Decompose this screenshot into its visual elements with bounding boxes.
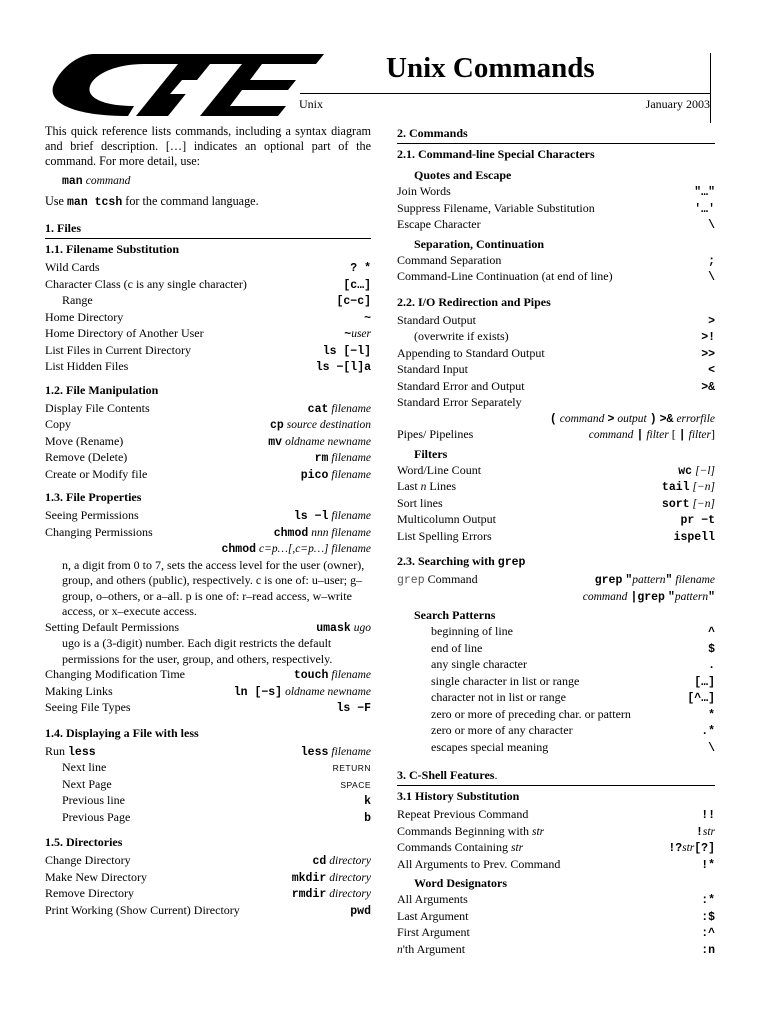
cae-logo <box>24 50 330 122</box>
list-item: Changing Permissions chmod nnn filename <box>45 524 371 540</box>
list-item: List Hidden Files ls −[l]a <box>45 359 371 374</box>
list-item: Sort lines sort [−n] <box>397 495 715 511</box>
list-item: All Arguments :* <box>397 892 715 907</box>
list-item: beginning of line ^ <box>431 624 715 639</box>
list-item: Print Working (Show Current) Directory pwd <box>45 902 371 918</box>
list-item: Pipes/ Pipelines command | filter [ | filter] <box>397 427 715 442</box>
subsection-directories: 1.5. Directories <box>45 835 123 849</box>
list-item: Remove Directory rmdir directory <box>45 886 371 901</box>
list-item: Move (Rename) mv oldname newname <box>45 433 371 449</box>
list-item: All Arguments to Prev. Command !* <box>397 856 715 872</box>
list-item: Range [c−c] <box>62 293 371 308</box>
list-item: zero or more of any character .* <box>431 723 715 738</box>
right-column <box>397 124 715 958</box>
list-item: Next Page SPACE <box>62 776 371 791</box>
list-item: single character in list or range […] <box>431 673 715 689</box>
intro-use-line <box>45 194 371 209</box>
list-item: Change Directory cd directory <box>45 853 371 868</box>
list-item: Standard Error and Output >& <box>397 378 715 394</box>
list-item: First Argument :^ <box>397 925 715 940</box>
list-item: Making Links ln [−s] oldname newname <box>45 683 371 699</box>
group-quotes: Quotes and Escape <box>414 168 512 182</box>
list-item: List Spelling Errors ispell <box>397 528 715 544</box>
list-item: Setting Default Permissions umask ugo <box>45 619 371 635</box>
list-item: Last Argument :$ <box>397 908 715 924</box>
list-item: command |grep "pattern" <box>582 590 715 604</box>
section-cshell: 3. C-Shell Features. <box>397 766 715 786</box>
list-item: Standard Output > <box>397 312 715 328</box>
header-side-rule <box>710 53 711 123</box>
list-item: Copy cp source destination <box>45 417 371 432</box>
list-item: Create or Modify file pico filename <box>45 466 371 482</box>
list-item: Escape Character \ <box>397 217 715 232</box>
group-word-designators: Word Designators <box>414 876 507 890</box>
list-item: character not in list or range [^…] <box>431 690 715 705</box>
header-rule <box>300 93 711 94</box>
list-item: Suppress Filename, Variable Substitution '…' <box>397 200 715 216</box>
list-item: Run less less filename <box>45 743 371 759</box>
intro-man-line <box>62 173 371 188</box>
list-item: Appending to Standard Output >> <box>397 345 715 361</box>
list-item: Remove (Delete) rm filename <box>45 450 371 465</box>
list-item: Previous line k <box>62 793 371 808</box>
list-item: Home Directory ~ <box>45 309 371 325</box>
list-item: Word/Line Count wc [−l] <box>397 462 715 478</box>
list-item: Make New Directory mkdir directory <box>45 869 371 885</box>
list-item: List Files in Current Directory ls [−l] <box>45 342 371 358</box>
list-item: Home Directory of Another User ~user <box>45 326 371 341</box>
list-item: Commands Containing str !?str[?] <box>397 840 715 855</box>
list-item: Multicolumn Output pr −t <box>397 512 715 527</box>
intro-text: This quick reference lists commands, including a syntax diagram and brief description. […] indicates an optional part of the command. For more detail, use: <box>45 124 371 168</box>
chmod-description: n, a digit from 0 to 7, sets the access level for the user (owner), group, and others (public), respectively. c is one of: u–user; g–group, o–others, or a–all. p is one of: r–read access, w–write access, or x–execute access. <box>62 557 365 618</box>
list-item: Command-Line Continuation (at end of line) \ <box>397 269 715 284</box>
page-title: Unix Commands <box>386 52 595 84</box>
list-item: Display File Contents cat filename <box>45 400 371 416</box>
list-item: escapes special meaning \ <box>431 739 715 755</box>
list-item: ( command > output ) >& errorfile <box>549 412 715 426</box>
use-command: man tcsh <box>67 196 123 209</box>
subsection-grep: 2.3. Searching with grep <box>397 554 526 569</box>
list-item: Seeing Permissions ls −l filename <box>45 508 371 523</box>
list-item: Character Class (c is any single character) [c…] <box>45 276 371 292</box>
list-item: Seeing File Types ls −F <box>45 700 371 715</box>
list-item: chmod c=p…[,c=p…] filename <box>221 543 371 556</box>
list-item: grep Command grep "pattern" filename <box>397 572 715 587</box>
list-item: end of line $ <box>431 640 715 656</box>
list-item: Previous Page b <box>62 809 371 825</box>
man-argument: command <box>85 175 131 187</box>
list-item: Standard Input < <box>397 362 715 377</box>
list-item: n'th Argument :n <box>397 941 715 957</box>
group-separation: Separation, Continuation <box>414 236 545 251</box>
use-suffix: for the command language. <box>125 194 259 208</box>
subsection-special-characters: 2.1. Command-line Special Characters <box>397 147 595 161</box>
subsection-less: 1.4. Displaying a File with less <box>45 725 199 740</box>
list-item: zero or more of preceding char. or pattern * <box>431 706 715 722</box>
header-section: Unix <box>299 97 323 111</box>
header-date: January 2003 <box>645 97 710 111</box>
subsection-file-manipulation: 1.2. File Manipulation <box>45 382 159 397</box>
left-column <box>45 124 371 919</box>
subsection-file-properties: 1.3. File Properties <box>45 490 142 504</box>
group-search-patterns: Search Patterns <box>414 608 496 622</box>
list-item: Wild Cards ? * <box>45 260 371 275</box>
list-item: (overwrite if exists) >! <box>414 329 715 344</box>
subsection-io-redirection: 2.2. I/O Redirection and Pipes <box>397 294 551 309</box>
list-item: Changing Modification Time touch filename <box>45 667 371 682</box>
section-commands: 2. Commands <box>397 124 715 144</box>
list-item: Next line RETURN <box>62 760 371 774</box>
list-item: Join Words "…" <box>397 184 715 199</box>
group-filters: Filters <box>414 446 448 461</box>
subsection-history: 3.1 History Substitution <box>397 789 520 803</box>
use-prefix: Use <box>45 194 64 208</box>
section-files: 1. Files <box>45 219 371 239</box>
list-item: Last n Lines tail [−n] <box>397 479 715 494</box>
list-item: Commands Beginning with str !str <box>397 823 715 839</box>
umask-description: ugo is a (3-digit) number. Each digit restricts the default permissions for the user, group, and others, respectively. <box>62 636 333 666</box>
list-item: Standard Error Separately <box>397 395 522 409</box>
list-item: any single character . <box>431 657 715 672</box>
list-item: Command Separation ; <box>397 252 715 268</box>
man-command: man <box>62 175 83 188</box>
subsection-filename-substitution: 1.1. Filename Substitution <box>45 242 180 256</box>
list-item: Repeat Previous Command !! <box>397 807 715 822</box>
